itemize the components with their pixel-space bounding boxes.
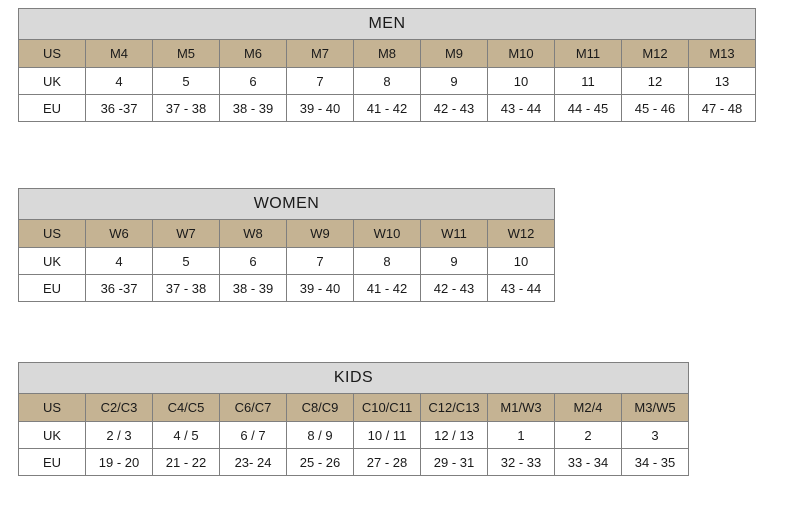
row-label-uk: UK: [19, 68, 86, 95]
cell-kids-eu-4: 27 - 28: [354, 449, 421, 476]
row-label-uk: UK: [19, 422, 86, 449]
cell-men-us-6: M10: [488, 40, 555, 68]
table-row: [19, 95, 756, 122]
cell-men-eu-8: 45 - 46: [622, 95, 689, 122]
row-label-us: US: [19, 220, 86, 248]
size-table-women: [18, 188, 555, 302]
cell-men-us-8: M12: [622, 40, 689, 68]
cell-men-uk-4: 8: [354, 68, 421, 95]
cell-men-eu-3: 39 - 40: [287, 95, 354, 122]
row-label-uk: UK: [19, 248, 86, 275]
cell-women-us-1: W7: [153, 220, 220, 248]
table-row: [19, 220, 555, 248]
cell-men-eu-6: 43 - 44: [488, 95, 555, 122]
cell-kids-eu-2: 23- 24: [220, 449, 287, 476]
cell-kids-us-0: C2/C3: [86, 394, 153, 422]
cell-women-eu-1: 37 - 38: [153, 275, 220, 302]
size-table-men: [18, 8, 756, 122]
cell-kids-uk-4: 10 / 11: [354, 422, 421, 449]
cell-men-uk-5: 9: [421, 68, 488, 95]
cell-women-us-0: W6: [86, 220, 153, 248]
cell-women-uk-5: 9: [421, 248, 488, 275]
cell-men-us-4: M8: [354, 40, 421, 68]
cell-women-uk-0: 4: [86, 248, 153, 275]
table-row: [19, 248, 555, 275]
cell-men-us-9: M13: [689, 40, 756, 68]
cell-women-us-6: W12: [488, 220, 555, 248]
cell-kids-uk-7: 2: [555, 422, 622, 449]
cell-men-uk-9: 13: [689, 68, 756, 95]
cell-men-us-5: M9: [421, 40, 488, 68]
cell-women-eu-2: 38 - 39: [220, 275, 287, 302]
table-title-row: [19, 363, 689, 394]
cell-kids-uk-5: 12 / 13: [421, 422, 488, 449]
cell-women-eu-4: 41 - 42: [354, 275, 421, 302]
cell-kids-uk-0: 2 / 3: [86, 422, 153, 449]
cell-women-uk-6: 10: [488, 248, 555, 275]
cell-kids-us-1: C4/C5: [153, 394, 220, 422]
row-label-eu: EU: [19, 275, 86, 302]
row-label-eu: EU: [19, 449, 86, 476]
cell-men-uk-8: 12: [622, 68, 689, 95]
cell-kids-uk-2: 6 / 7: [220, 422, 287, 449]
table-title-kids: KIDS: [19, 363, 689, 394]
cell-men-eu-9: 47 - 48: [689, 95, 756, 122]
cell-women-us-2: W8: [220, 220, 287, 248]
cell-men-uk-0: 4: [86, 68, 153, 95]
cell-kids-uk-1: 4 / 5: [153, 422, 220, 449]
cell-kids-us-4: C10/C11: [354, 394, 421, 422]
cell-kids-uk-8: 3: [622, 422, 689, 449]
row-label-us: US: [19, 40, 86, 68]
cell-women-eu-3: 39 - 40: [287, 275, 354, 302]
cell-women-us-3: W9: [287, 220, 354, 248]
row-label-us: US: [19, 394, 86, 422]
cell-men-uk-6: 10: [488, 68, 555, 95]
cell-men-eu-2: 38 - 39: [220, 95, 287, 122]
cell-men-us-7: M11: [555, 40, 622, 68]
table-title-row: [19, 9, 756, 40]
cell-men-us-3: M7: [287, 40, 354, 68]
cell-women-eu-5: 42 - 43: [421, 275, 488, 302]
cell-kids-eu-8: 34 - 35: [622, 449, 689, 476]
cell-kids-us-3: C8/C9: [287, 394, 354, 422]
cell-men-uk-3: 7: [287, 68, 354, 95]
cell-men-us-1: M5: [153, 40, 220, 68]
cell-men-eu-0: 36 -37: [86, 95, 153, 122]
table-title-women: WOMEN: [19, 189, 555, 220]
table-title-men: MEN: [19, 9, 756, 40]
cell-women-uk-4: 8: [354, 248, 421, 275]
cell-kids-uk-3: 8 / 9: [287, 422, 354, 449]
table-row: [19, 40, 756, 68]
cell-kids-us-8: M3/W5: [622, 394, 689, 422]
cell-women-us-4: W10: [354, 220, 421, 248]
cell-kids-eu-6: 32 - 33: [488, 449, 555, 476]
cell-kids-eu-7: 33 - 34: [555, 449, 622, 476]
table-row: [19, 275, 555, 302]
size-table-kids: [18, 362, 689, 476]
cell-women-uk-3: 7: [287, 248, 354, 275]
table-row: [19, 68, 756, 95]
cell-men-eu-1: 37 - 38: [153, 95, 220, 122]
cell-men-eu-5: 42 - 43: [421, 95, 488, 122]
cell-kids-eu-1: 21 - 22: [153, 449, 220, 476]
row-label-eu: EU: [19, 95, 86, 122]
cell-kids-us-5: C12/C13: [421, 394, 488, 422]
cell-men-us-2: M6: [220, 40, 287, 68]
cell-kids-us-6: M1/W3: [488, 394, 555, 422]
cell-women-us-5: W11: [421, 220, 488, 248]
cell-women-eu-0: 36 -37: [86, 275, 153, 302]
cell-kids-us-7: M2/4: [555, 394, 622, 422]
cell-women-uk-1: 5: [153, 248, 220, 275]
table-row: [19, 449, 689, 476]
cell-kids-eu-5: 29 - 31: [421, 449, 488, 476]
cell-men-uk-1: 5: [153, 68, 220, 95]
cell-kids-eu-3: 25 - 26: [287, 449, 354, 476]
cell-kids-eu-0: 19 - 20: [86, 449, 153, 476]
cell-kids-us-2: C6/C7: [220, 394, 287, 422]
cell-men-eu-7: 44 - 45: [555, 95, 622, 122]
cell-men-us-0: M4: [86, 40, 153, 68]
table-title-row: [19, 189, 555, 220]
cell-men-uk-2: 6: [220, 68, 287, 95]
cell-men-uk-7: 11: [555, 68, 622, 95]
cell-women-uk-2: 6: [220, 248, 287, 275]
table-row: [19, 394, 689, 422]
cell-kids-uk-6: 1: [488, 422, 555, 449]
table-row: [19, 422, 689, 449]
cell-women-eu-6: 43 - 44: [488, 275, 555, 302]
cell-men-eu-4: 41 - 42: [354, 95, 421, 122]
